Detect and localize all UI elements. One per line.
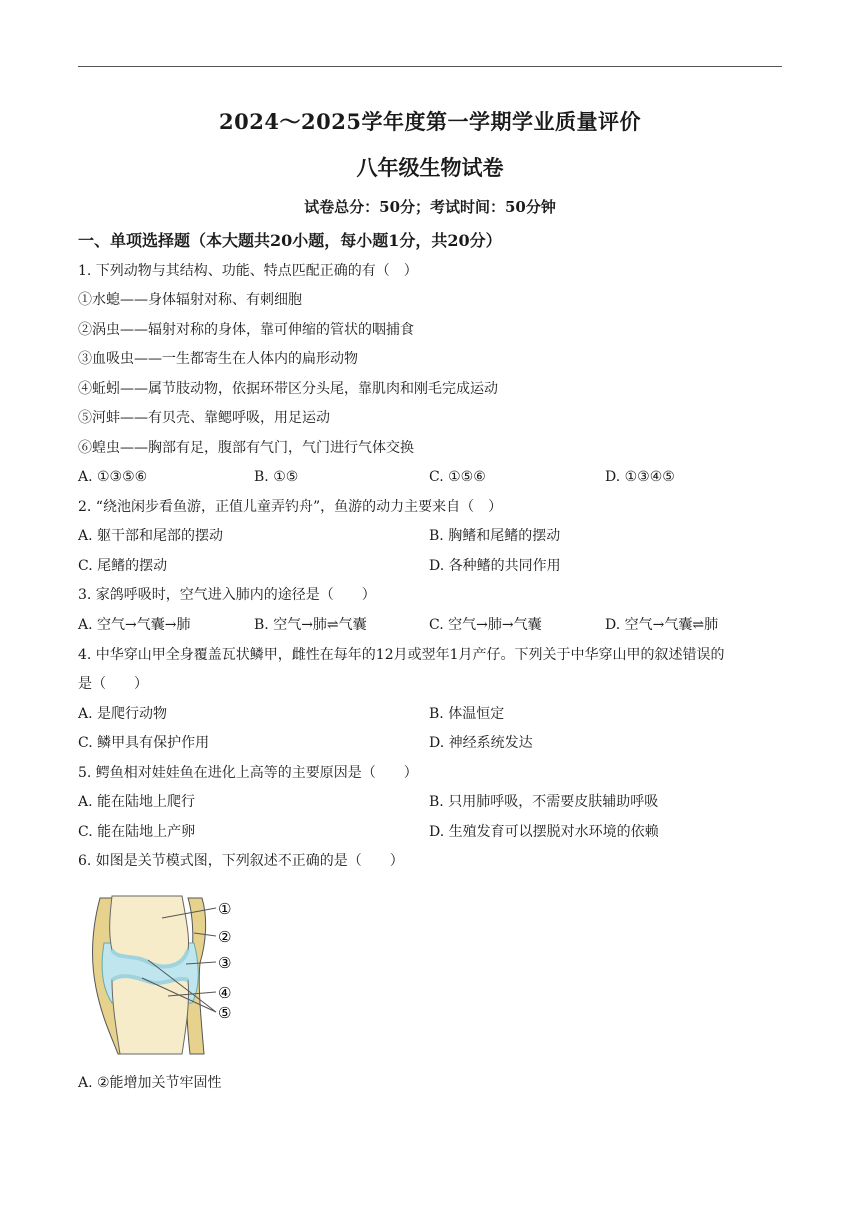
q5-option-c[interactable]: C. 能在陆地上产卵 <box>78 824 196 840</box>
q4-option-a[interactable]: A. 是爬行动物 <box>78 706 168 722</box>
q1-item-6: ⑥蝗虫——胸部有足，腹部有气门，气门进行气体交换 <box>78 440 414 456</box>
q2-option-a[interactable]: A. 躯干部和尾部的摆动 <box>78 528 224 544</box>
q3-option-b[interactable]: B. 空气→肺⇌气囊 <box>254 617 367 633</box>
q3-stem: 3. 家鸽呼吸时，空气进入肺内的途径是（ ） <box>78 587 376 603</box>
q3-option-a[interactable]: A. 空气→气囊→肺 <box>78 617 191 633</box>
section-heading: 一、单项选择题（本大题共20小题，每小题1分，共20分） <box>78 231 502 250</box>
q2-option-b[interactable]: B. 胸鳍和尾鳍的摆动 <box>429 528 561 544</box>
q1-item-1: ①水螅——身体辐射对称、有刺细胞 <box>78 292 302 308</box>
q1-stem: 1. 下列动物与其结构、功能、特点匹配正确的有（ ） <box>78 263 418 279</box>
exam-info: 试卷总分：50分；考试时间：50分钟 <box>304 198 556 216</box>
q5-option-a[interactable]: A. 能在陆地上爬行 <box>78 794 196 810</box>
q2-option-c[interactable]: C. 尾鳍的摆动 <box>78 558 168 574</box>
q5-option-d[interactable]: D. 生殖发育可以摆脱对水环境的依赖 <box>429 824 659 840</box>
q1-item-3: ③血吸虫——一生都寄生在人体内的扁形动物 <box>78 351 358 367</box>
q1-option-c[interactable]: C. ①⑤⑥ <box>429 469 486 485</box>
q2-stem: 2. “绕池闲步看鱼游，正值儿童弄钓舟”，鱼游的动力主要来自（ ） <box>78 499 503 515</box>
q6-option-a[interactable]: A. ②能增加关节牢固性 <box>78 1075 222 1091</box>
q1-option-d[interactable]: D. ①③④⑤ <box>605 469 675 485</box>
q6-stem: 6. 如图是关节模式图，下列叙述不正确的是（ ） <box>78 853 404 869</box>
joint-diagram <box>82 888 262 1058</box>
q1-option-a[interactable]: A. ①③⑤⑥ <box>78 469 148 485</box>
fig-label-1: ① <box>218 900 232 918</box>
q1-item-4: ④蚯蚓——属节肢动物，依据环带区分头尾，靠肌肉和刚毛完成运动 <box>78 381 498 397</box>
fig-label-4: ④ <box>218 984 232 1002</box>
q1-item-2: ②涡虫——辐射对称的身体，靠可伸缩的管状的咽捕食 <box>78 322 414 338</box>
fig-label-5: ⑤ <box>218 1004 232 1022</box>
q5-option-b[interactable]: B. 只用肺呼吸，不需要皮肤辅助呼吸 <box>429 794 659 810</box>
q4-option-d[interactable]: D. 神经系统发达 <box>429 735 533 751</box>
q1-option-b[interactable]: B. ①⑤ <box>254 469 299 485</box>
top-divider <box>78 66 782 67</box>
q2-option-d[interactable]: D. 各种鳍的共同作用 <box>429 558 561 574</box>
q3-option-c[interactable]: C. 空气→肺→气囊 <box>429 617 542 633</box>
exam-subtitle: 八年级生物试卷 <box>356 155 504 180</box>
q3-option-d[interactable]: D. 空气→气囊⇌肺 <box>605 617 719 633</box>
fig-label-3: ③ <box>218 954 232 972</box>
q4-stem-cont: 是（ ） <box>78 676 148 692</box>
fig-label-2: ② <box>218 928 232 946</box>
q5-stem: 5. 鳄鱼相对娃娃鱼在进化上高等的主要原因是（ ） <box>78 765 418 781</box>
q4-option-b[interactable]: B. 体温恒定 <box>429 706 505 722</box>
q4-option-c[interactable]: C. 鳞甲具有保护作用 <box>78 735 210 751</box>
q1-item-5: ⑤河蚌——有贝壳、靠鳃呼吸，用足运动 <box>78 410 330 426</box>
exam-title: 2024～2025学年度第一学期学业质量评价 <box>219 109 641 134</box>
q4-stem: 4. 中华穿山甲全身覆盖瓦状鳞甲，雌性在每年的12月或翌年1月产仔。下列关于中华穿山甲的叙述错误的 <box>78 647 725 663</box>
